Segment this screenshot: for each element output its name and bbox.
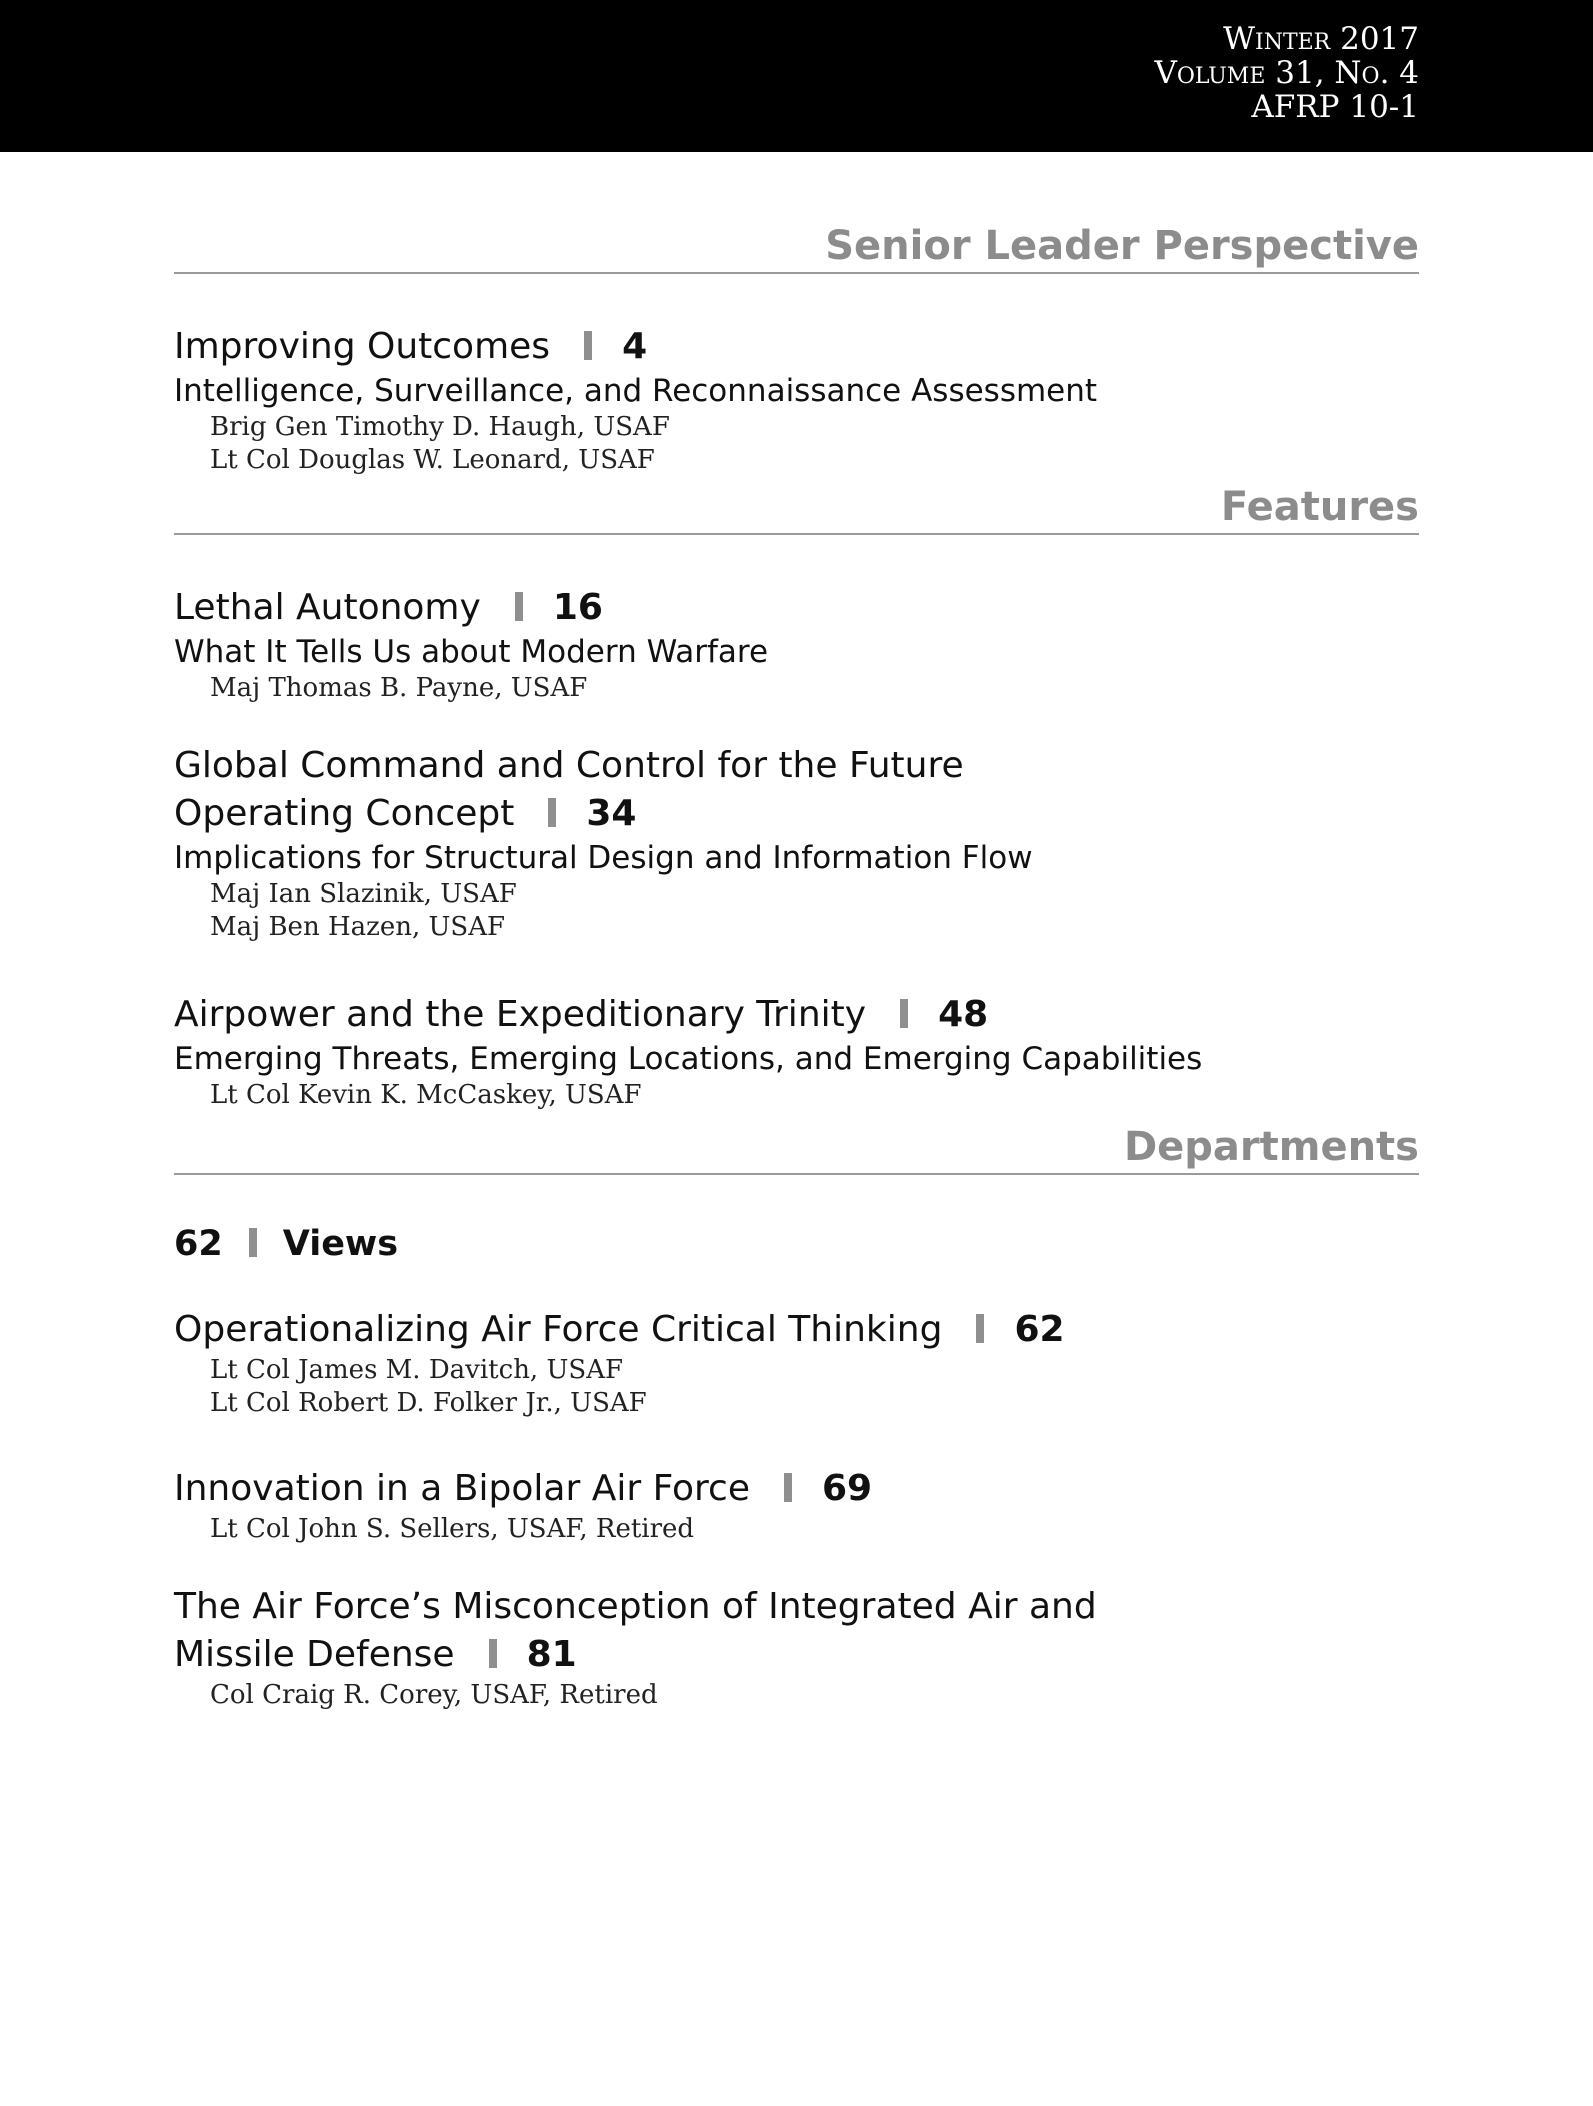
- author: Lt Col Douglas W. Leonard, USAF: [210, 445, 655, 475]
- entry-title: [174, 1465, 1419, 1513]
- separator-bar: [548, 798, 556, 827]
- toc-entry-improving-outcomes[interactable]: [174, 323, 1419, 477]
- author: Lt Col Kevin K. McCaskey, USAF: [210, 1080, 642, 1110]
- entry-title-line1: Global Command and Control for the Future: [174, 745, 964, 786]
- author: Maj Ian Slazinik, USAF: [210, 879, 517, 909]
- entry-title-text: Airpower and the Expeditionary Trinity: [174, 994, 867, 1035]
- page-number: 34: [586, 793, 637, 834]
- entry-title: [174, 323, 1419, 371]
- issue-volume: Volume 31, No. 4: [1154, 55, 1419, 91]
- page-number: 48: [938, 994, 989, 1035]
- entry-subtitle: Implications for Structural Design and Information Flow: [174, 840, 1033, 876]
- section-senior-leader-perspective: Senior Leader Perspective: [174, 222, 1419, 274]
- entry-title-line1: The Air Force’s Misconception of Integrated Air and: [174, 1586, 1097, 1627]
- entry-title-text: Innovation in a Bipolar Air Force: [174, 1468, 750, 1509]
- entry-subtitle: What It Tells Us about Modern Warfare: [174, 634, 769, 670]
- issue-info: [919, 22, 1419, 124]
- separator-bar: [515, 592, 523, 621]
- separator-bar: [584, 331, 592, 360]
- author: Maj Ben Hazen, USAF: [210, 912, 506, 942]
- issue-season: Winter 2017: [1223, 21, 1419, 57]
- toc-entry-airpower-expeditionary-trinity[interactable]: [174, 991, 1419, 1112]
- entry-title-text: Operationalizing Air Force Critical Thinking: [174, 1309, 943, 1350]
- entry-subtitle: Emerging Threats, Emerging Locations, and Emerging Capabilities: [174, 1041, 1203, 1077]
- toc-entry-innovation-bipolar-air-force[interactable]: [174, 1465, 1419, 1546]
- entry-title: [174, 790, 1419, 838]
- entry-title-text: Operating Concept: [174, 793, 515, 834]
- separator-bar: [249, 1228, 257, 1257]
- entry-title-text: Improving Outcomes: [174, 326, 551, 367]
- toc-entry-integrated-air-missile-defense[interactable]: [174, 1583, 1419, 1712]
- toc-entry-lethal-autonomy[interactable]: [174, 584, 1419, 705]
- issue-afrp: AFRP 10-1: [1251, 89, 1419, 125]
- entry-title: [174, 991, 1419, 1039]
- section-features: Features: [174, 483, 1419, 535]
- entry-title-text: Lethal Autonomy: [174, 587, 481, 628]
- views-heading[interactable]: [174, 1222, 398, 1266]
- author: Lt Col James M. Davitch, USAF: [210, 1355, 624, 1385]
- separator-bar: [900, 999, 908, 1028]
- views-page-number: 62: [174, 1224, 223, 1264]
- header-bar: [0, 0, 1593, 152]
- author: Maj Thomas B. Payne, USAF: [210, 673, 588, 703]
- separator-bar: [976, 1314, 984, 1343]
- separator-bar: [784, 1473, 792, 1502]
- page-number: 69: [821, 1468, 873, 1509]
- entry-title: [174, 584, 1419, 632]
- author: Lt Col Robert D. Folker Jr., USAF: [210, 1388, 647, 1418]
- entry-title: [174, 1306, 1419, 1354]
- author: Col Craig R. Corey, USAF, Retired: [210, 1680, 658, 1710]
- entry-title-text: Missile Defense: [174, 1634, 455, 1675]
- author: Brig Gen Timothy D. Haugh, USAF: [210, 412, 670, 442]
- page-number: 16: [552, 587, 603, 628]
- views-label: Views: [282, 1224, 399, 1264]
- page-number: 62: [1014, 1309, 1065, 1350]
- section-departments: Departments: [174, 1123, 1419, 1175]
- page-number: 4: [622, 326, 648, 367]
- toc-entry-global-command-and-control[interactable]: [174, 742, 1419, 944]
- author: Lt Col John S. Sellers, USAF, Retired: [210, 1514, 695, 1544]
- entry-title: [174, 1631, 1419, 1679]
- entry-subtitle: Intelligence, Surveillance, and Reconnaissance Assessment: [174, 373, 1098, 409]
- page-number: 81: [526, 1634, 577, 1675]
- toc-entry-operationalizing-critical-thinking[interactable]: [174, 1306, 1419, 1420]
- separator-bar: [489, 1639, 497, 1668]
